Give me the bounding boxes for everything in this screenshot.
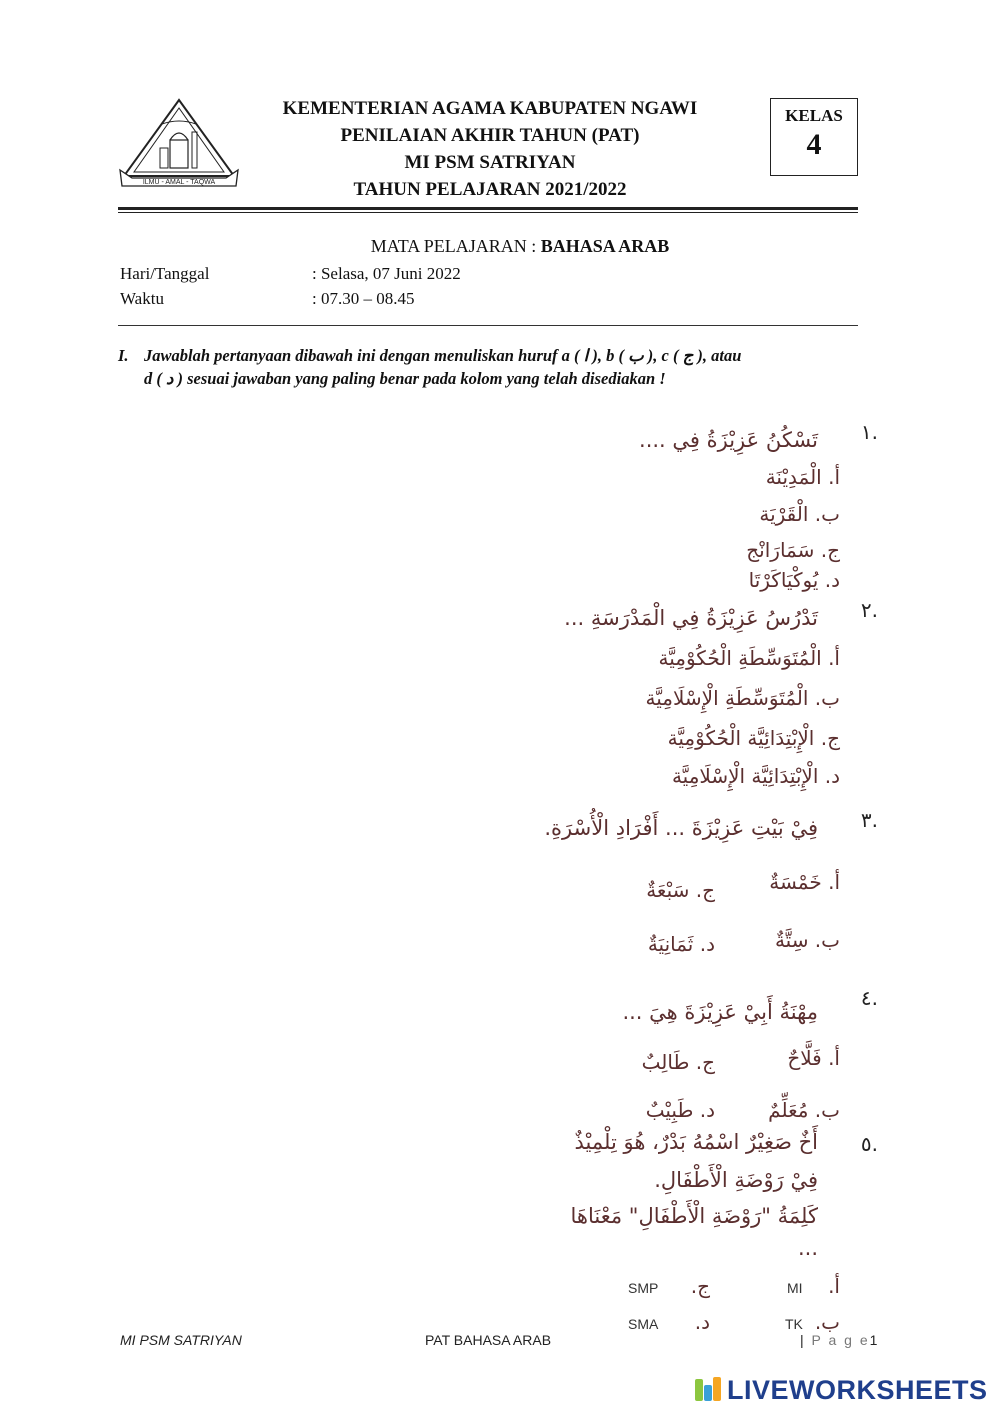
exam-title: PENILAIAN AKHIR TAHUN (PAT)	[340, 125, 640, 146]
liveworksheets-wordmark: LIVEWORKSHEETS	[727, 1374, 988, 1405]
footer-page-prefix: |	[800, 1332, 812, 1348]
school-name: MI PSM SATRIYAN	[404, 152, 576, 173]
question-1-option-c: ج. سَمَارَانْج	[746, 538, 840, 562]
instruction-number: I.	[118, 346, 129, 365]
logo-motto: ILMU - AMAL - TAQWA	[142, 179, 216, 186]
instruction-line-1: Jawablah pertanyaan dibawah ini dengan menuliskan huruf a ( ا ), b ( ب ), c ( ج ), atau	[144, 346, 742, 365]
time-value: : 07.30 – 08.45	[312, 289, 415, 308]
question-4-option-a: أ. فَلَّاحٌ	[787, 1046, 840, 1070]
question-4-stem: مِهْنَةُ أَبِيْ عَزِيْزَةَ هِيَ ...	[622, 1000, 818, 1024]
class-number: 4	[806, 128, 822, 161]
question-2-stem: تَدْرُسُ عَزِيْزَةُ فِي الْمَدْرَسَةِ ...	[564, 606, 818, 630]
instructions	[118, 344, 888, 390]
question-5-stem-line-4: ...	[797, 1236, 818, 1260]
day-value: : Selasa, 07 Juni 2022	[312, 264, 461, 283]
academic-year: TAHUN PELAJARAN 2021/2022	[353, 179, 627, 200]
question-4-option-d: د. طَبِيْبٌ	[645, 1098, 715, 1122]
ministry-title: KEMENTERIAN AGAMA KABUPATEN NGAWI	[282, 98, 698, 119]
question-3-stem: فِيْ بَيْتِ عَزِيْزَةَ ... أَفْرَادِ الْأُسْرَةِ.	[544, 816, 818, 840]
question-5-stem-line-1: أَخٌ صَغِيْرٌ اسْمُهُ بَدْرٌ، هُوَ تِلْمِيْذٌ	[574, 1130, 818, 1154]
liveworksheets-logo-icon	[693, 1375, 723, 1405]
question-1-option-d: د. يُوكْيَاكَرْتَا	[748, 568, 840, 592]
question-3-number: .٣	[860, 808, 878, 832]
question-1-option-b: ب. الْقَرْيَة	[759, 502, 840, 526]
question-3-option-a: أ. خَمْسَةٌ	[769, 870, 840, 894]
question-2-option-d: د. الْإِبْتِدَائِيَّة الْإِسْلَامِيَّة	[671, 764, 840, 788]
liveworksheets-brand[interactable]	[693, 1374, 988, 1406]
question-5-option-d-letter: د.	[694, 1310, 710, 1334]
footer-school: MI PSM SATRIYAN	[120, 1332, 242, 1348]
footer-page-number: 1	[869, 1332, 880, 1348]
question-5-option-b-text: TK	[785, 1316, 803, 1332]
question-5-option-a-text: MI	[787, 1280, 803, 1296]
instruction-line-2: d ( د ) sesuai jawaban yang paling benar pada kolom yang telah disediakan !	[144, 369, 666, 388]
question-1-number: .١	[860, 420, 878, 444]
question-5-stem-line-3: كَلِمَةُ "رَوْضَةِ الْأَطْفَالِ" مَعْنَاهَا	[570, 1204, 818, 1228]
subject-line	[120, 236, 920, 257]
question-3-option-b: ب. سِتَّةٌ	[774, 928, 840, 952]
question-4-option-b: ب. مُعَلِّمٌ	[768, 1098, 840, 1122]
subject-value: BAHASA ARAB	[540, 236, 670, 256]
question-1-option-a: أ. الْمَدِيْنَة	[765, 465, 840, 489]
time-label: Waktu	[120, 289, 164, 308]
question-5-option-b-letter: ب.	[814, 1310, 840, 1334]
info-divider	[118, 325, 858, 326]
class-label: KELAS	[785, 106, 843, 125]
header-divider	[118, 207, 858, 210]
question-5-option-d-text: SMA	[628, 1316, 659, 1332]
day-label: Hari/Tanggal	[120, 264, 210, 283]
header-divider-thin	[118, 212, 858, 213]
question-2-option-c: ج. الْإِبْتِدَائِيَّة الْحُكُوْمِيَّة	[667, 726, 840, 750]
subject-label: MATA PELAJARAN :	[370, 236, 537, 256]
question-2-option-a: أ. الْمُتَوَسِّطَةِ الْحُكُوْمِيَّة	[658, 646, 840, 670]
class-box	[770, 98, 858, 176]
question-3-option-d: د. ثَمَانِيَةٌ	[647, 932, 715, 956]
question-2-option-b: ب. الْمُتَوَسِّطَةِ الْإِسْلَامِيَّة	[645, 686, 840, 710]
question-5-number: .٥	[860, 1132, 878, 1156]
question-4-option-c: ج. طَالِبٌ	[641, 1050, 715, 1074]
footer-page	[800, 1332, 879, 1348]
question-2-number: .٢	[860, 598, 878, 622]
question-4-number: .٤	[860, 986, 878, 1010]
question-1-stem: تَسْكُنُ عَزِيْزَةُ فِي ....	[639, 428, 818, 452]
question-5-stem-line-2: فِيْ رَوْضَةِ الْأَطْفَالِ.	[654, 1168, 818, 1192]
footer-page-word: P a g e	[811, 1332, 870, 1348]
question-5-option-c-letter: ج.	[690, 1274, 710, 1298]
question-3-option-c: ج. سَبْعَةٌ	[646, 878, 715, 902]
footer-subject: PAT BAHASA ARAB	[425, 1332, 552, 1348]
question-5-option-c-text: SMP	[628, 1280, 659, 1296]
question-5-option-a-letter: أ.	[828, 1274, 840, 1298]
